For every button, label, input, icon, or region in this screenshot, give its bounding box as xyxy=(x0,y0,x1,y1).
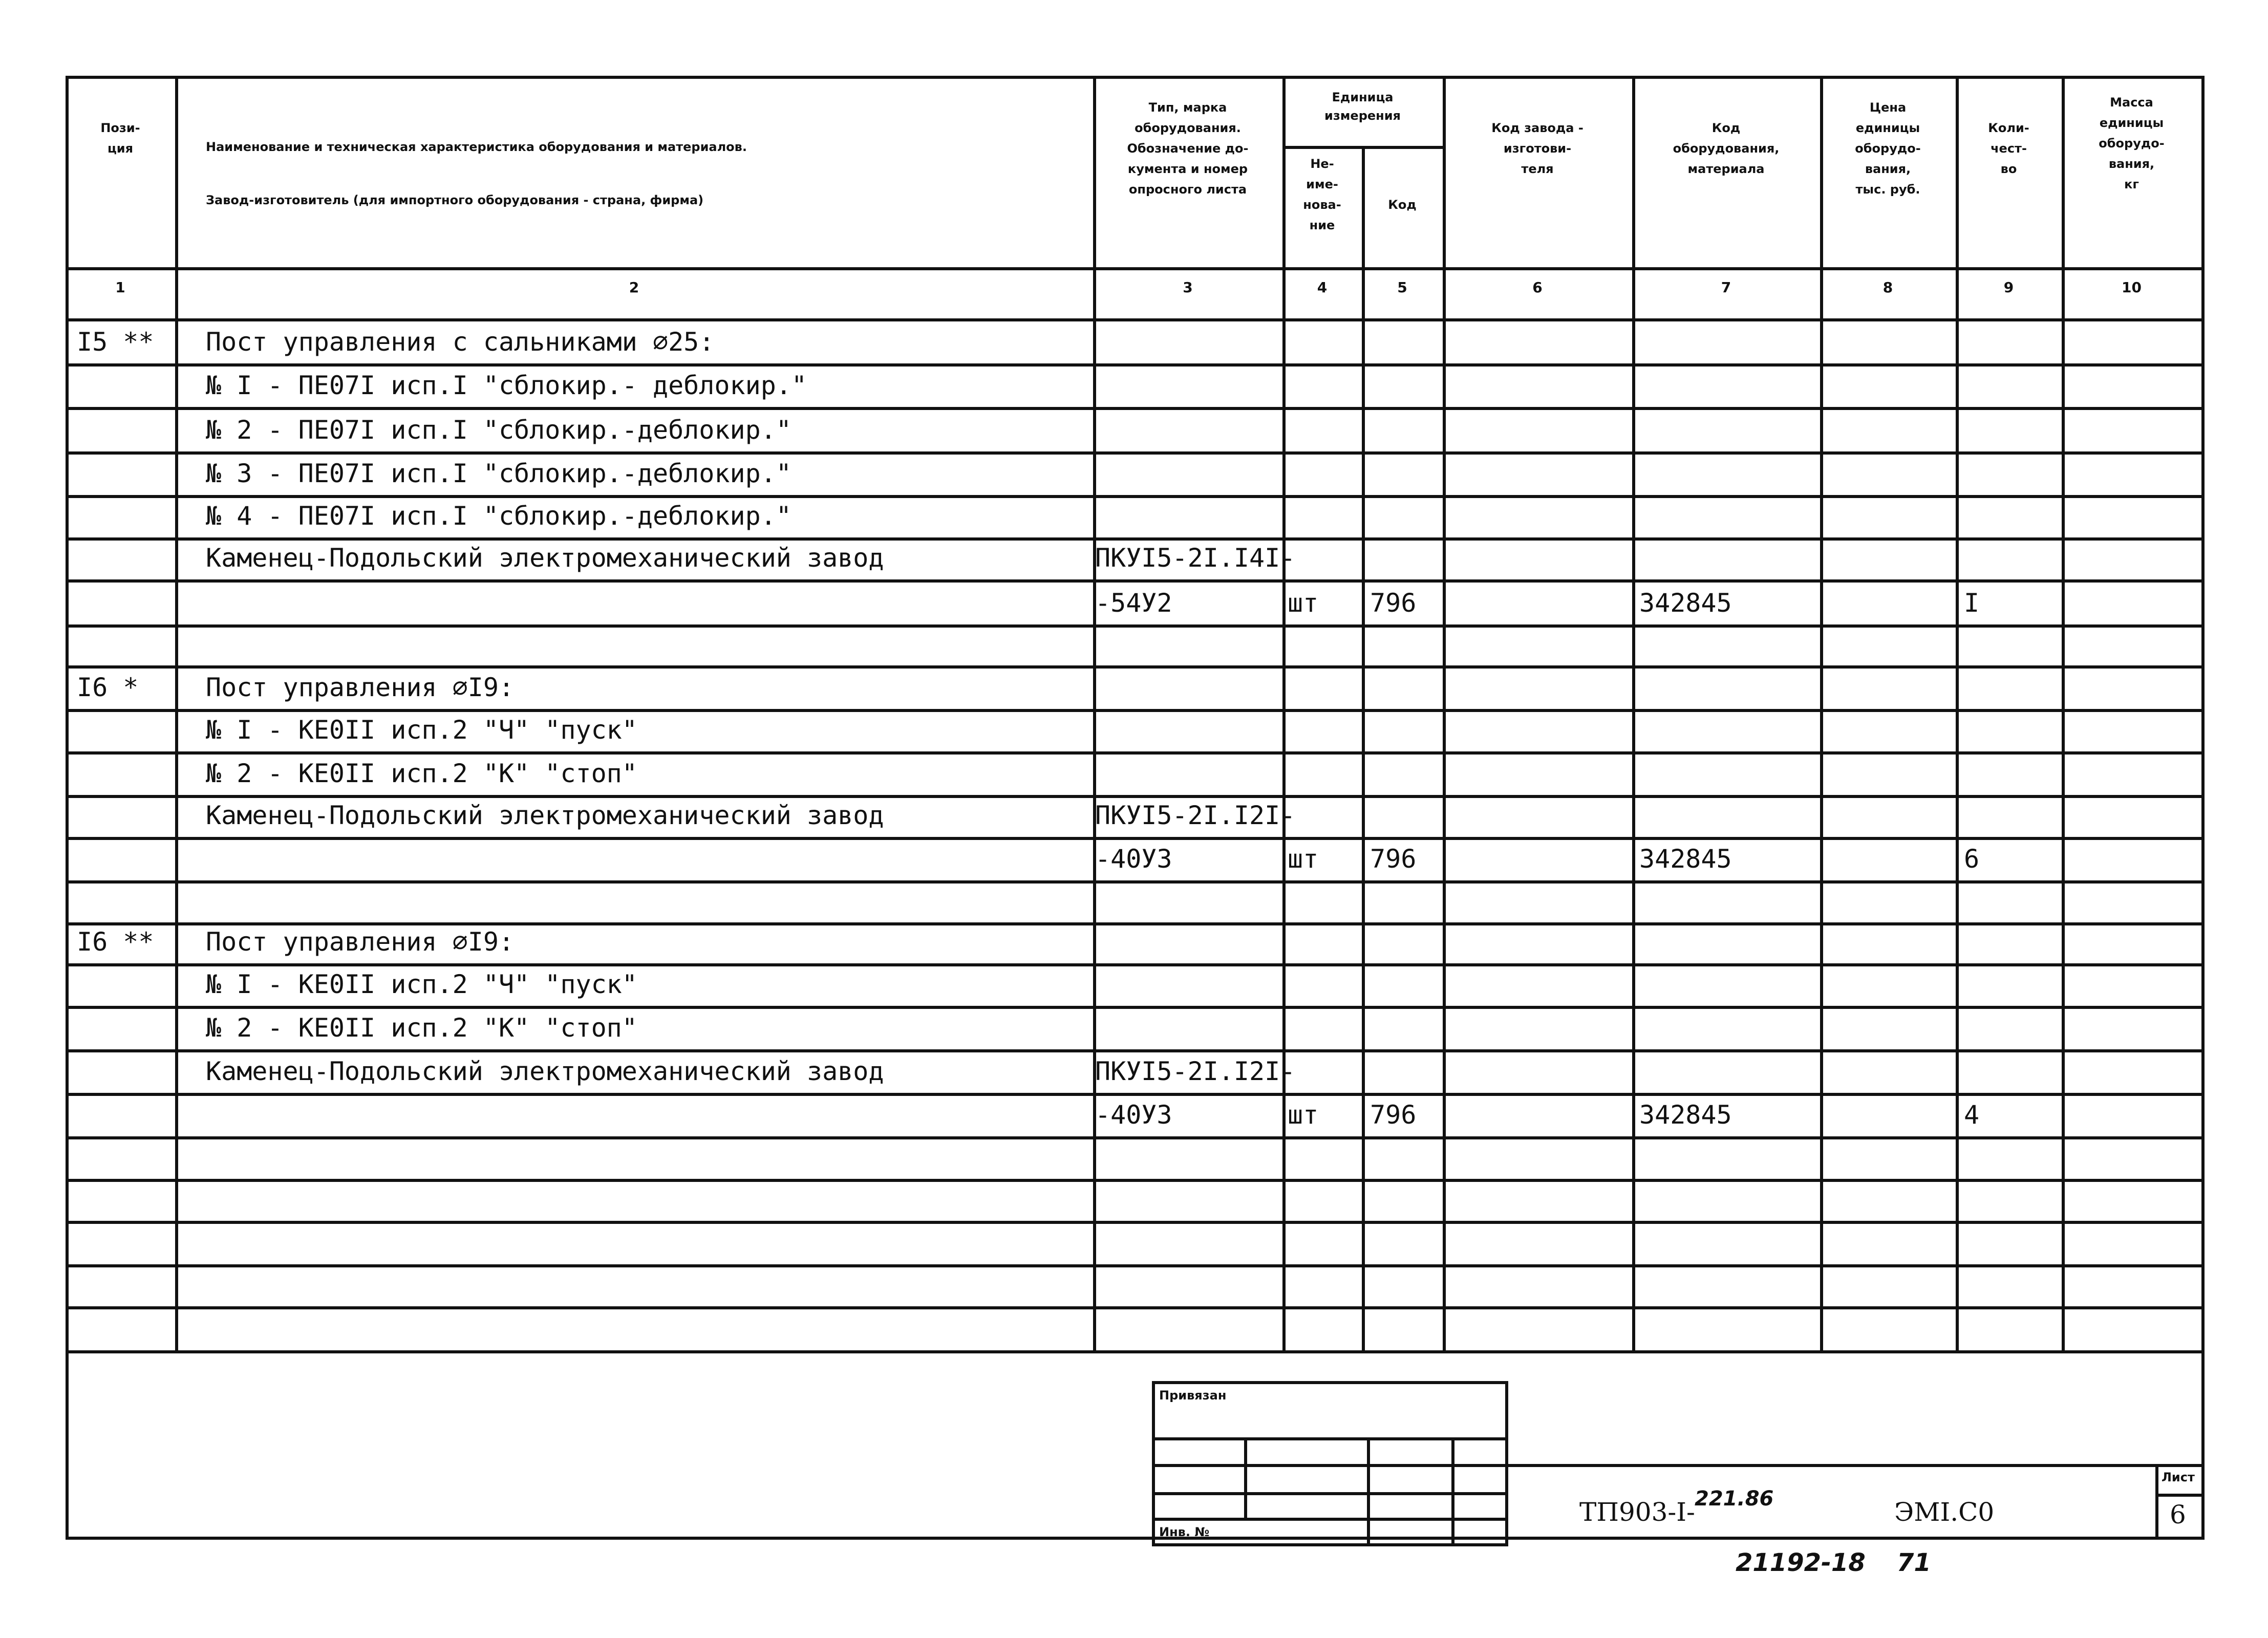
equipment-code-cell: 342845 xyxy=(1639,588,1732,618)
stamp-row-line xyxy=(1152,1492,1508,1495)
item-name-cell: № 4 - ПЕ07I исп.I "сблокир.-деблокир." xyxy=(206,501,791,531)
position-cell: I5 ** xyxy=(77,327,154,357)
row-line xyxy=(66,624,2205,628)
unit-group-header: Единица измерения xyxy=(1324,90,1401,123)
column-header-10: Масса единицы оборудо- вания, кг xyxy=(2099,95,2165,191)
column-number: 3 xyxy=(1183,279,1193,296)
row-line xyxy=(66,579,2205,583)
sheet-number: 6 xyxy=(2170,1500,2186,1529)
column-header-6: Код завода - изготови- теля xyxy=(1491,121,1584,176)
item-name-cell: № I - КЕ0II исп.2 "Ч" "пуск" xyxy=(206,715,637,745)
stamp-col-line xyxy=(1451,1437,1454,1543)
document-code: ТП903-I- xyxy=(1579,1497,1695,1527)
column-header-8: Цена единицы оборудо- вания, тыс. руб. xyxy=(1855,100,1921,197)
row-line xyxy=(66,1306,2205,1309)
row-line xyxy=(66,922,2205,925)
row-line xyxy=(66,795,2205,798)
unit-code-cell: 796 xyxy=(1370,1100,1417,1130)
archive-number: 21192-18 xyxy=(1736,1548,1866,1577)
row-line xyxy=(66,451,2205,455)
item-name-cell: Каменец-Подольский электромеханический завод xyxy=(206,801,884,830)
frame-right xyxy=(2201,76,2205,1540)
row-line xyxy=(66,318,2205,321)
unit-name-cell: шт xyxy=(1288,844,1319,874)
frame-bottom xyxy=(66,1537,2205,1540)
inventory-number-label: Инв. № xyxy=(1159,1525,1210,1539)
item-name-cell: № 2 - КЕ0II исп.2 "К" "стоп" xyxy=(206,1013,637,1043)
stamp-top xyxy=(1152,1381,1508,1384)
column-header-3: Тип, марка оборудования. Обозначение до- кумента и номер опросного листа xyxy=(1127,100,1249,197)
sheet-label: Лист xyxy=(2162,1470,2195,1484)
row-line xyxy=(66,495,2205,498)
column-number: 6 xyxy=(1532,279,1543,296)
row-line xyxy=(66,1179,2205,1182)
table-bottom-line xyxy=(66,1350,2205,1353)
column-header-4: Не- име- нова- ние xyxy=(1303,157,1341,232)
row-line xyxy=(66,709,2205,712)
column-number: 10 xyxy=(2122,279,2142,296)
column-number: 7 xyxy=(1721,279,1731,296)
column-header-1: Пози- ция xyxy=(100,121,140,156)
column-number: 2 xyxy=(629,279,639,296)
type-designation-cell: -54У2 xyxy=(1095,588,1172,618)
position-cell: I6 * xyxy=(77,673,139,702)
row-line xyxy=(66,1221,2205,1224)
row-line xyxy=(66,751,2205,755)
stamp-col-line xyxy=(1367,1437,1370,1543)
item-name-cell: № I - ПЕ07I исп.I "сблокир.- деблокир." xyxy=(206,371,807,400)
column-number: 4 xyxy=(1317,279,1328,296)
row-line xyxy=(66,1136,2205,1139)
stamp-row-line xyxy=(1152,1543,1508,1546)
unit-code-cell: 796 xyxy=(1370,844,1417,874)
position-cell: I6 ** xyxy=(77,927,154,957)
unit-name-cell: шт xyxy=(1288,1100,1319,1130)
page-reference: 71 xyxy=(1897,1548,1931,1577)
column-header-7: Код оборудования, материала xyxy=(1673,121,1780,176)
privyazan-label: Привязан xyxy=(1159,1388,1227,1403)
stamp-col-line xyxy=(1244,1437,1247,1518)
item-name-cell: № 3 - ПЕ07I исп.I "сблокир.-деблокир." xyxy=(206,459,791,488)
column-number: 5 xyxy=(1397,279,1407,296)
item-name-cell: Каменец-Подольский электромеханический завод xyxy=(206,543,884,573)
item-name-cell: Пост управления ∅I9: xyxy=(206,673,515,702)
item-name-cell: Пост управления с сальниками ∅25: xyxy=(206,327,715,357)
row-line xyxy=(66,1006,2205,1009)
column-header-2: Наименование и техническая характеристика оборудования и материалов. Завод-изготовитель (для импортного оборудования - страна, фирма) xyxy=(206,140,747,207)
item-name-cell: № 2 - ПЕ07I исп.I "сблокир.-деблокир." xyxy=(206,415,791,445)
stamp-row-line xyxy=(1152,1437,1508,1440)
column-number: 8 xyxy=(1882,279,1893,296)
row-line xyxy=(66,363,2205,367)
title-block-line xyxy=(1505,1464,2205,1467)
unit-name-cell: шт xyxy=(1288,588,1319,618)
sheet-box-divider xyxy=(2155,1494,2205,1497)
column-header-9: Коли- чест- во xyxy=(1988,121,2029,176)
column-number: 1 xyxy=(115,279,125,296)
column-number: 9 xyxy=(2003,279,2014,296)
item-name-cell: Каменец-Подольский электромеханический завод xyxy=(206,1057,884,1086)
type-designation-cell: -40У3 xyxy=(1095,844,1172,874)
row-line xyxy=(66,537,2205,541)
document-code-handwritten: 221.86 xyxy=(1695,1487,1774,1511)
quantity-cell: 4 xyxy=(1964,1100,1980,1130)
equipment-code-cell: 342845 xyxy=(1639,1100,1732,1130)
column-divider xyxy=(1362,146,1365,1350)
unit-group-divider xyxy=(1282,146,1446,149)
type-designation-cell: -40У3 xyxy=(1095,1100,1172,1130)
item-name-cell: № 2 - КЕ0II исп.2 "К" "стоп" xyxy=(206,759,637,788)
unit-code-cell: 796 xyxy=(1370,588,1417,618)
sheet-box-left xyxy=(2155,1464,2158,1537)
stamp-row-line xyxy=(1152,1464,1508,1467)
quantity-cell: 6 xyxy=(1964,844,1980,874)
type-designation-cell: ПКУI5-2I.I4I- xyxy=(1095,543,1296,573)
row-line xyxy=(66,880,2205,883)
type-designation-cell: ПКУI5-2I.I2I- xyxy=(1095,801,1296,830)
row-line xyxy=(66,1093,2205,1096)
item-name-cell: № I - КЕ0II исп.2 "Ч" "пуск" xyxy=(206,969,637,999)
type-designation-cell: ПКУI5-2I.I2I- xyxy=(1095,1057,1296,1086)
header-bottom-line xyxy=(66,267,2205,270)
equipment-code-cell: 342845 xyxy=(1639,844,1732,874)
frame-top xyxy=(66,76,2205,79)
item-name-cell: Пост управления ∅I9: xyxy=(206,927,515,957)
quantity-cell: I xyxy=(1964,588,1980,618)
row-line xyxy=(66,1264,2205,1267)
row-line xyxy=(66,665,2205,669)
section-code: ЭМI.С0 xyxy=(1894,1497,1995,1527)
stamp-row-line xyxy=(1152,1518,1508,1521)
row-line xyxy=(66,837,2205,840)
column-header-5: Код xyxy=(1388,198,1417,212)
row-line xyxy=(66,1049,2205,1052)
row-line xyxy=(66,407,2205,410)
row-line xyxy=(66,963,2205,966)
